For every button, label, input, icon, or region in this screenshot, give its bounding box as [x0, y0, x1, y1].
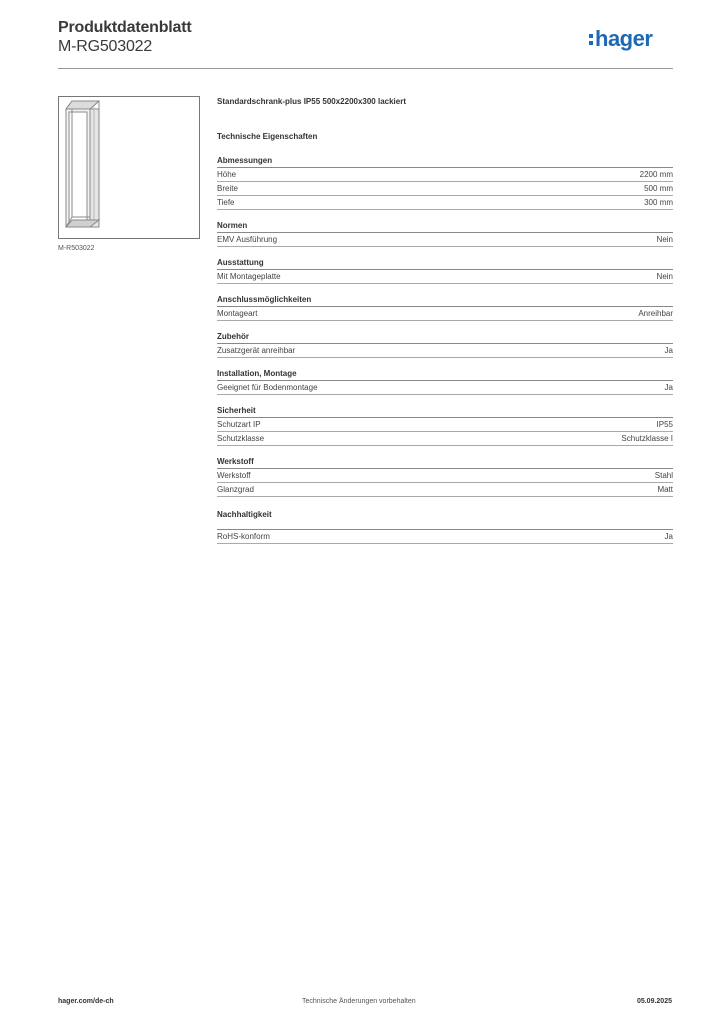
spec-group-title: Werkstoff	[217, 456, 673, 469]
spec-label: EMV Ausführung	[217, 235, 278, 244]
header-divider	[58, 68, 673, 69]
spec-group	[217, 507, 673, 544]
spec-value: Nein	[656, 272, 673, 281]
spec-label: Montageart	[217, 309, 258, 318]
spec-label: Glanzgrad	[217, 485, 254, 494]
spec-group-title: Ausstattung	[217, 257, 673, 270]
footer-website: hager.com/de-ch	[58, 998, 114, 1005]
spec-groups	[217, 155, 673, 544]
product-image	[58, 96, 200, 239]
product-name: Standardschrank-plus IP55 500x2200x300 lackiert	[217, 97, 406, 106]
logo-colon-icon	[589, 34, 593, 45]
section-title: Technische Eigenschaften	[217, 132, 318, 141]
spec-value: Stahl	[654, 471, 673, 480]
logo-text: hager	[595, 26, 653, 51]
spec-value: Nein	[656, 235, 673, 244]
spec-value: Ja	[664, 532, 673, 541]
spec-group-title: Zubehör	[217, 331, 673, 344]
spec-value: IP55	[656, 420, 673, 429]
spec-group	[217, 155, 673, 210]
spec-group	[217, 257, 673, 284]
spec-row	[217, 530, 673, 544]
spec-row	[217, 182, 673, 196]
spec-value: Matt	[657, 485, 673, 494]
spec-label: Schutzklasse	[217, 434, 265, 443]
spec-group-title: Installation, Montage	[217, 368, 673, 381]
spec-label: Breite	[217, 184, 238, 193]
footer-date: 05.09.2025	[636, 998, 672, 1005]
spec-row	[217, 381, 673, 395]
cabinet-frame-icon	[59, 97, 199, 238]
spec-value: Ja	[664, 383, 673, 392]
spec-group	[217, 331, 673, 358]
spec-row	[217, 233, 673, 247]
spec-group	[217, 456, 673, 497]
spec-group-title: Anschlussmöglichkeiten	[217, 294, 673, 307]
spec-label: Mit Montageplatte	[217, 272, 281, 281]
spec-group	[217, 220, 673, 247]
spec-row	[217, 270, 673, 284]
spec-label: RoHS-konform	[217, 532, 270, 541]
spec-label: Tiefe	[217, 198, 235, 207]
product-specs	[217, 96, 673, 544]
spec-value: Schutzklasse I	[621, 434, 673, 443]
spec-group-title: Normen	[217, 220, 673, 233]
spec-label: Geeignet für Bodenmontage	[217, 383, 318, 392]
spec-row	[217, 168, 673, 182]
spec-label: Zusatzgerät anreihbar	[217, 346, 296, 355]
spec-row	[217, 432, 673, 446]
spec-row	[217, 418, 673, 432]
spec-label: Höhe	[217, 170, 237, 179]
spec-group-title: Nachhaltigkeit	[217, 507, 673, 530]
spec-row	[217, 307, 673, 321]
spec-row	[217, 196, 673, 210]
spec-label: Werkstoff	[217, 471, 251, 480]
footer-disclaimer: Technische Änderungen vorbehalten	[302, 998, 416, 1005]
article-number: M-RG503022	[58, 38, 153, 55]
spec-row	[217, 469, 673, 483]
spec-row	[217, 483, 673, 497]
spec-group	[217, 405, 673, 446]
spec-group	[217, 294, 673, 321]
page-title: Produktdatenblatt	[58, 19, 192, 36]
spec-value: 500 mm	[644, 184, 673, 193]
spec-label: Schutzart IP	[217, 420, 261, 429]
spec-value: 2200 mm	[639, 170, 673, 179]
spec-value: Anreihbar	[638, 309, 673, 318]
image-caption: M-R503022	[58, 245, 95, 252]
spec-group	[217, 368, 673, 395]
hager-logo	[589, 24, 652, 54]
spec-value: 300 mm	[644, 198, 673, 207]
spec-value: Ja	[664, 346, 673, 355]
spec-row	[217, 344, 673, 358]
spec-group-title: Abmessungen	[217, 155, 673, 168]
spec-group-title: Sicherheit	[217, 405, 673, 418]
